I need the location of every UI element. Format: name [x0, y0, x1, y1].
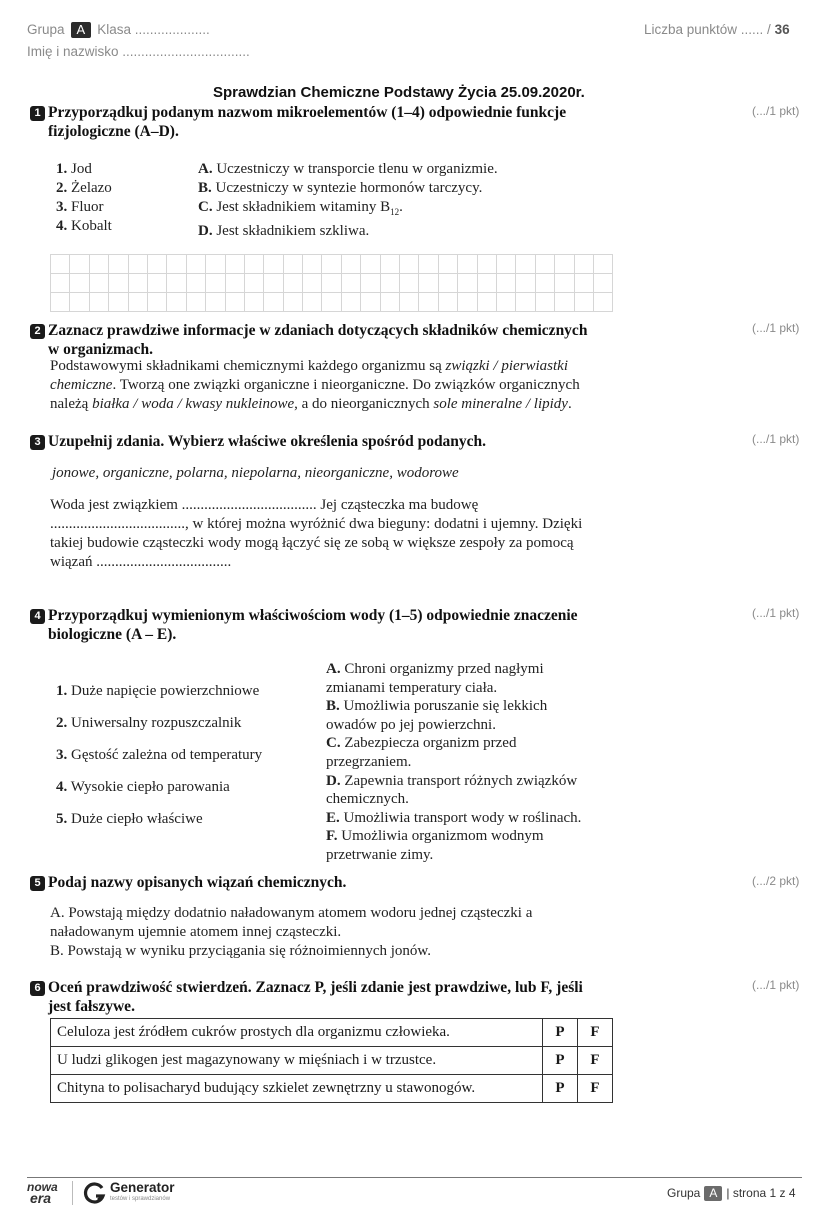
grid-cell[interactable]: [341, 274, 360, 293]
grid-cell[interactable]: [361, 274, 380, 293]
grid-cell[interactable]: [496, 255, 515, 274]
grid-cell[interactable]: [51, 255, 70, 274]
class-field[interactable]: Klasa ....................: [97, 22, 210, 37]
grid-cell[interactable]: [225, 274, 244, 293]
grid-cell[interactable]: [303, 293, 322, 312]
question-5-heading: 5 Podaj nazwy opisanych wiązań chemicznych.: [30, 873, 600, 892]
choice-option[interactable]: związki / pierwiastki chemiczne: [50, 358, 568, 393]
grid-cell[interactable]: [128, 255, 147, 274]
footer-group-badge: A: [704, 1186, 722, 1201]
grid-cell[interactable]: [535, 293, 554, 312]
question-2-heading: 2 Zaznacz prawdziwe informacje w zdaniach dotyczących składników chemicznych w organizmach.: [30, 321, 600, 359]
question-number-badge: 5: [30, 876, 45, 891]
logo-separator: [72, 1181, 73, 1205]
grid-cell[interactable]: [419, 255, 438, 274]
grid-cell[interactable]: [70, 255, 89, 274]
total-points: [644, 22, 790, 37]
grid-cell[interactable]: [555, 274, 574, 293]
grid-row: [51, 255, 613, 274]
choice-option[interactable]: białka / woda / kwasy nukleinowe: [92, 396, 295, 412]
grid-cell[interactable]: [109, 274, 128, 293]
question-3-body[interactable]: Woda jest związkiem .................................... Jej cząsteczka ma budowę ...................................., w której można wyróżnić dwa bieguny: dodatni i ujemny. Dzięki takiej budowie cząsteczki wody mogą łączyć się ze sobą w większe zespoły za pomocą wiązań ....................................: [50, 497, 583, 570]
grid-cell[interactable]: [244, 293, 263, 312]
question-1-right-list: [198, 160, 498, 241]
grid-cell[interactable]: [186, 293, 205, 312]
grid-cell[interactable]: [283, 293, 302, 312]
grid-cell[interactable]: [438, 293, 457, 312]
grid-cell[interactable]: [167, 255, 186, 274]
grid-cell[interactable]: [244, 274, 263, 293]
question-4-right-list: [326, 660, 601, 865]
question-2-body: Podstawowymi składnikami chemicznymi każdego organizmu są związki / pierwiastki chemiczne. Tworzą one związki organiczne i nieorganiczne. Do związków organicznych należą białka / woda / kwasy nukleinowe, a do nieorganicznych sole mineralne / lipidy.: [50, 358, 580, 412]
grid-cell[interactable]: [147, 255, 166, 274]
grid-cell[interactable]: [516, 293, 535, 312]
list-item: 2. Uniwersalny rozpuszczalnik: [56, 715, 242, 731]
grid-cell[interactable]: [496, 274, 515, 293]
choice-option[interactable]: sole mineralne / lipidy: [433, 396, 568, 412]
question-1-heading: 1 Przyporządkuj podanym nazwom mikroelementów (1–4) odpowiednie funkcje fizjologiczne (A–D).: [30, 103, 590, 141]
grid-cell[interactable]: [303, 274, 322, 293]
grid-cell[interactable]: [206, 293, 225, 312]
grid-cell[interactable]: [555, 255, 574, 274]
question-4-heading: 4 Przyporządkuj wymienionym właściwościom wody (1–5) odpowiednie znaczenie biologiczne (A – E).: [30, 606, 600, 644]
list-item: 1. Duże napięcie powierzchniowe: [56, 683, 260, 699]
grid-cell[interactable]: [283, 255, 302, 274]
grid-cell[interactable]: [593, 255, 612, 274]
grid-cell[interactable]: [70, 293, 89, 312]
question-number-badge: 1: [30, 106, 45, 121]
group-label: Grupa: [27, 22, 65, 37]
generator-logo: Generator testów i sprawdzianów: [110, 1180, 175, 1202]
list-item: D. Jest składnikiem szkliwa.: [198, 223, 370, 239]
grid-cell[interactable]: [555, 293, 574, 312]
true-false-table: [50, 1018, 613, 1103]
grid-cell[interactable]: [283, 274, 302, 293]
grid-cell[interactable]: [264, 293, 283, 312]
true-option[interactable]: P: [543, 1075, 578, 1103]
grid-cell[interactable]: [574, 274, 593, 293]
list-item: C. Jest składnikiem witaminy $B_{12}$.: [198, 199, 403, 217]
grid-cell[interactable]: [419, 293, 438, 312]
table-row: [51, 1047, 613, 1075]
grid-cell[interactable]: [206, 274, 225, 293]
grid-cell[interactable]: [89, 274, 108, 293]
question-4-points: (.../1 pkt): [752, 606, 800, 620]
grid-cell[interactable]: [186, 255, 205, 274]
statement-cell: Celuloza jest źródłem cukrów prostych dla organizmu człowieka.: [51, 1019, 543, 1047]
grid-cell[interactable]: [70, 274, 89, 293]
header-group-class: [27, 22, 210, 38]
grid-cell[interactable]: [458, 293, 477, 312]
question-5-points: (.../2 pkt): [752, 874, 800, 888]
grid-cell[interactable]: [535, 255, 554, 274]
grid-cell[interactable]: [593, 274, 612, 293]
list-item: B. Powstają w wyniku przyciągania się różnoimiennych jonów.: [50, 943, 432, 959]
grid-cell[interactable]: [128, 293, 147, 312]
list-item: 1. Jod: [56, 161, 92, 177]
grid-cell[interactable]: [303, 255, 322, 274]
grid-row: [51, 293, 613, 312]
list-item: 3. Fluor: [56, 199, 104, 215]
page-title: Sprawdzian Chemiczne Podstawy Życia 25.09.2020r.: [213, 84, 585, 101]
list-item: A. Uczestniczy w transporcie tlenu w organizmie.: [198, 161, 498, 177]
grid-row: [51, 274, 613, 293]
grid-cell[interactable]: [51, 293, 70, 312]
grid-cell[interactable]: [186, 274, 205, 293]
grid-cell[interactable]: [516, 274, 535, 293]
points-label: Liczba punktów ...... /: [644, 22, 771, 37]
footer-divider: [27, 1177, 802, 1178]
grid-cell[interactable]: [380, 293, 399, 312]
grid-cell[interactable]: [380, 255, 399, 274]
grid-cell[interactable]: [322, 274, 341, 293]
answer-grid[interactable]: [50, 254, 613, 312]
grid-cell[interactable]: [438, 255, 457, 274]
grid-cell[interactable]: [89, 293, 108, 312]
grid-cell[interactable]: [89, 255, 108, 274]
grid-cell[interactable]: [496, 293, 515, 312]
list-item: E. Umożliwia transport wody w roślinach.: [326, 809, 582, 826]
list-item: B. Umożliwia poruszanie się lekkich owadów po jej powierzchni.: [326, 698, 548, 733]
points-total: 36: [774, 22, 790, 37]
grid-cell[interactable]: [477, 255, 496, 274]
false-option[interactable]: F: [578, 1047, 613, 1075]
statement-cell: U ludzi glikogen jest magazynowany w mięśniach i w trzustce.: [51, 1047, 543, 1075]
list-item: B. Uczestniczy w syntezie hormonów tarczycy.: [198, 180, 483, 196]
grid-cell[interactable]: [361, 293, 380, 312]
grid-cell[interactable]: [477, 274, 496, 293]
grid-cell[interactable]: [477, 293, 496, 312]
true-option[interactable]: P: [543, 1019, 578, 1047]
question-number-badge: 2: [30, 324, 45, 339]
footer-page-info: Grupa A | strona 1 z 4: [667, 1186, 796, 1200]
question-4-left-list: [56, 682, 262, 842]
grid-cell[interactable]: [574, 255, 593, 274]
question-3-points: (.../1 pkt): [752, 432, 800, 446]
grid-cell[interactable]: [341, 255, 360, 274]
table-row: [51, 1075, 613, 1103]
statement-cell: Chityna to polisacharyd budujący szkielet zewnętrzny u stawonogów.: [51, 1075, 543, 1103]
list-item: D. Zapewnia transport różnych związków chemicznych.: [326, 772, 578, 808]
false-option[interactable]: F: [578, 1019, 613, 1047]
list-item: F. Umożliwia organizmom wodnym przetrwanie zimy.: [326, 828, 544, 863]
grid-cell[interactable]: [400, 255, 419, 274]
list-item: A. Powstają między dodatnio naładowanym atomem wodoru jednej cząsteczki a naładowanym ujemnie atomem innej cząsteczki.: [50, 905, 533, 940]
grid-cell[interactable]: [458, 255, 477, 274]
grid-cell[interactable]: [264, 255, 283, 274]
grid-cell[interactable]: [244, 255, 263, 274]
grid-cell[interactable]: [109, 293, 128, 312]
list-item: 4. Wysokie ciepło parowania: [56, 779, 230, 795]
page-number: | strona 1 z 4: [726, 1186, 796, 1200]
grid-cell[interactable]: [51, 274, 70, 293]
list-item: 3. Gęstość zależna od temperatury: [56, 747, 263, 763]
grid-cell[interactable]: [535, 274, 554, 293]
generator-logo-icon: [82, 1181, 106, 1210]
grid-cell[interactable]: [574, 293, 593, 312]
question-6-heading: 6 Oceń prawdziwość stwierdzeń. Zaznacz P, jeśli zdanie jest prawdziwe, lub F, jeśli jest fałszywe.: [30, 978, 600, 1016]
grid-cell[interactable]: [438, 274, 457, 293]
grid-cell[interactable]: [109, 255, 128, 274]
list-item: 5. Duże ciepło właściwe: [56, 811, 203, 827]
question-6-points: (.../1 pkt): [752, 978, 800, 992]
question-number-badge: 6: [30, 981, 45, 996]
grid-cell[interactable]: [167, 274, 186, 293]
grid-cell[interactable]: [264, 274, 283, 293]
grid-cell[interactable]: [206, 255, 225, 274]
grid-cell[interactable]: [225, 255, 244, 274]
grid-cell[interactable]: [147, 274, 166, 293]
grid-cell[interactable]: [380, 274, 399, 293]
true-option[interactable]: P: [543, 1047, 578, 1075]
grid-cell[interactable]: [322, 293, 341, 312]
list-item: C. Zabezpiecza organizm przed przegrzaniem.: [326, 735, 517, 770]
false-option[interactable]: F: [578, 1075, 613, 1103]
question-number-badge: 3: [30, 435, 45, 450]
grid-cell[interactable]: [128, 274, 147, 293]
question-1-points: (.../1 pkt): [752, 104, 800, 118]
grid-cell[interactable]: [361, 255, 380, 274]
grid-cell[interactable]: [593, 293, 612, 312]
grid-cell[interactable]: [516, 255, 535, 274]
grid-cell[interactable]: [147, 293, 166, 312]
question-3-heading: 3 Uzupełnij zdania. Wybierz właściwe określenia spośród podanych.: [30, 432, 600, 451]
grid-cell[interactable]: [419, 274, 438, 293]
question-3-word-bank: jonowe, organiczne, polarna, niepolarna, nieorganiczne, wodorowe: [52, 465, 459, 481]
grid-cell[interactable]: [225, 293, 244, 312]
grid-cell[interactable]: [458, 274, 477, 293]
grid-cell[interactable]: [400, 293, 419, 312]
question-number-badge: 4: [30, 609, 45, 624]
grid-cell[interactable]: [400, 274, 419, 293]
grid-cell[interactable]: [167, 293, 186, 312]
list-item: 2. Żelazo: [56, 180, 112, 196]
nowa-era-logo: nowa era: [27, 1180, 58, 1206]
group-badge: A: [71, 22, 92, 38]
question-1-left-list: [56, 160, 112, 236]
grid-cell[interactable]: [341, 293, 360, 312]
table-row: [51, 1019, 613, 1047]
question-5-items: [50, 904, 550, 961]
name-field[interactable]: Imię i nazwisko ..................................: [27, 44, 250, 59]
list-item: A. Chroni organizmy przed nagłymi zmianami temperatury ciała.: [326, 661, 544, 696]
list-item: 4. Kobalt: [56, 218, 112, 234]
question-2-points: (.../1 pkt): [752, 321, 800, 335]
grid-cell[interactable]: [322, 255, 341, 274]
